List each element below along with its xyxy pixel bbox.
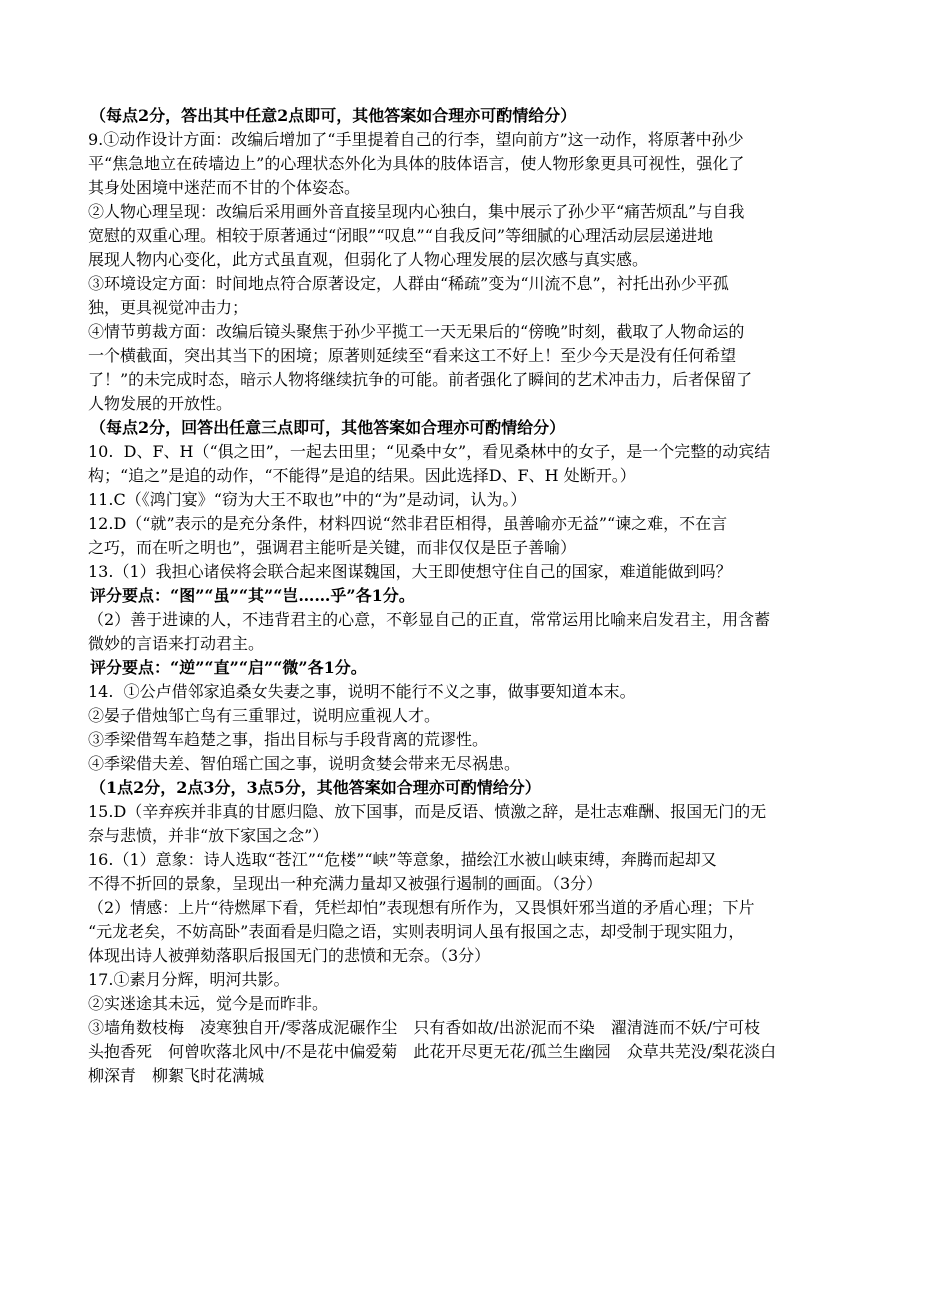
answer-line: 不得不折回的景象，呈现出一种充满力量却又被强行遏制的画面。（3分） [88,874,603,893]
answer-line: ③环境设定方面：时间地点符合原著设定，人群由“稀疏”变为“川流不息”，衬托出孙少平孤 [88,274,729,293]
answer-key-document [88,104,874,1088]
answer-line: 一个横截面，突出其当下的困境；原著则延续至“看来这工不好上！至少今天是没有任何希望 [88,346,737,365]
answer-line: 宽慰的双重心理。相较于原著通过“闭眼”“叹息”“自我反问”等细腻的心理活动层层递进地 [88,226,714,245]
answer-line: 17.①素月分辉，明河共影。 [88,970,290,989]
answer-line: 了！”的未完成时态，暗示人物将继续抗争的可能。前者强化了瞬间的艺术冲击力，后者保留了 [88,370,753,389]
scoring-note-line: 评分要点：“图”“虽”“其”“岂……乎”各1分。 [90,586,415,605]
scoring-note-line: （每点2分，回答出任意三点即可，其他答案如合理亦可酌情给分） [90,418,566,437]
scoring-note-line: （每点2分，答出其中任意2点即可，其他答案如合理亦可酌情给分） [90,106,577,125]
answer-line: 微妙的言语来打动君主。 [88,634,265,653]
answer-line: 14. ①公卢借邻家追桑女失妻之事，说明不能行不义之事，做事要知道本末。 [88,682,636,701]
answer-line: 9.①动作设计方面：改编后增加了“手里提着自己的行李，望向前方”这一动作，将原著中孙少 [88,130,744,149]
answer-line: （2）善于进谏的人，不违背君主的心意，不彰显自己的正直，常常运用比喻来启发君主，用含蓄 [88,610,771,629]
answer-line: （2）情感：上片“待燃犀下看，凭栏却怕”表现想有所作为，又畏惧奸邪当道的矛盾心理；下片 [88,898,755,917]
answer-line: ②实迷途其未远，觉今是而昨非。 [88,994,329,1013]
answer-line: ②人物心理呈现：改编后采用画外音直接呈现内心独白，集中展示了孙少平“痛苦烦乱”与自我 [88,202,745,221]
answer-line: ②晏子借烛邹亡鸟有三重罪过，说明应重视人才。 [88,706,441,725]
answer-line: 10. D、F、H（“俱之田”，一起去田里；“见桑中女”，看见桑林中的女子，是一个完整的动宾结 [88,442,771,461]
answer-line: 体现出诗人被弹劾落职后报国无门的悲愤和无奈。（3分） [88,946,491,965]
answer-line: 15.D（辛弃疾并非真的甘愿归隐、放下国事，而是反语、愤激之辞，是壮志难酬、报国无门的无 [88,802,767,821]
answer-line: 平“焦急地立在砖墙边上”的心理状态外化为具体的肢体语言，使人物形象更具可视性，强化了 [88,154,745,173]
answer-line: “元龙老矣，不妨高卧”表面看是归隐之语，实则表明词人虽有报国之志，却受制于现实阻力， [88,922,745,941]
answer-line: 11.C（《鸿门宴》“窃为大王不取也”中的“为”是动词，认为。） [88,490,527,509]
answer-line: ④情节剪裁方面：改编后镜头聚焦于孙少平揽工一天无果后的“傍晚”时刻，截取了人物命运的 [88,322,745,341]
answer-line: 柳深青 柳絮飞时花满城 [88,1066,265,1085]
answer-line: ④季梁借夫差、智伯瑶亡国之事，说明贪婪会带来无尽祸患。 [88,754,521,773]
answer-line: 16.（1）意象：诗人选取“苍江”“危楼”“峡”等意象，描绘江水被山峡束缚，奔腾而起却又 [88,850,717,869]
answer-line: 之巧，而在听之明也”，强调君主能听是关键，而非仅仅是臣子善喻） [88,538,577,557]
answer-line: 独，更具视觉冲击力； [88,298,249,317]
answer-line: 构；“追之”是追的动作，“不能得”是追的结果。因此选择D、F、H 处断开。） [88,466,636,485]
scoring-note-line: （1点2分，2点3分，3点5分，其他答案如合理亦可酌情给分） [90,778,541,797]
answer-line: 人物发展的开放性。 [88,394,233,413]
answer-line: 奈与悲愤，并非“放下家国之念”） [88,826,329,845]
answer-line: 12.D（“就”表示的是充分条件，材料四说“然非君臣相得，虽善喻亦无益”“谏之难，不在言 [88,514,728,533]
answer-line: 展现人物内心变化，此方式虽直观，但弱化了人物心理发展的层次感与真实感。 [88,250,649,269]
answer-line: ③墙角数枝梅 凌寒独自开/零落成泥碾作尘 只有香如故/出淤泥而不染 濯清涟而不妖/宁可枝 [88,1018,761,1037]
answer-line: 其身处困境中迷茫而不甘的个体姿态。 [88,178,361,197]
answer-line: 头抱香死 何曾吹落北风中/不是花中偏爱菊 此花开尽更无花/孤兰生幽园 众草共芜没/梨花淡白 [88,1042,777,1061]
answer-line: 13.（1）我担心诸侯将会联合起来图谋魏国，大王即使想守住自己的国家，难道能做到吗？ [88,562,732,581]
answer-line: ③季梁借驾车趋楚之事，指出目标与手段背离的荒谬性。 [88,730,489,749]
scoring-note-line: 评分要点：“逆”“直”“启”“微”各1分。 [90,658,367,677]
